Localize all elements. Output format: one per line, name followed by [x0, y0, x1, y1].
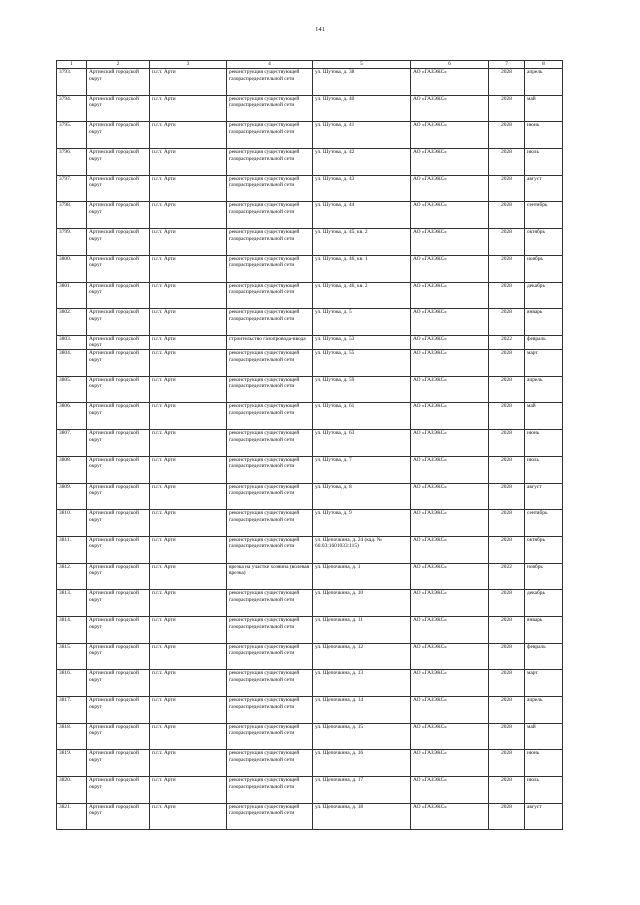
work-type-cell: реконструкция существующей газораспределительной сети: [227, 69, 313, 96]
month-cell: январь: [525, 616, 563, 643]
month-cell: сентябрь: [525, 202, 563, 229]
settlement-cell: п.г.т. Арти: [150, 350, 227, 377]
year-cell: 2028: [489, 616, 525, 643]
work-type-cell: реконструкция существующей газораспределительной сети: [227, 456, 313, 483]
work-type-cell: реконструкция существующей газораспределительной сети: [227, 697, 313, 724]
settlement-cell: п.г.т. Арти: [150, 376, 227, 403]
work-type-cell: строительство газопровода-ввода: [227, 335, 313, 349]
year-cell: 2028: [489, 456, 525, 483]
year-cell: 2028: [489, 309, 525, 336]
row-number-cell: 3802.: [57, 309, 87, 336]
address-cell: ул. Щепочкина, д. 10: [313, 590, 411, 617]
row-number-cell: 3795.: [57, 122, 87, 149]
year-cell: 2028: [489, 750, 525, 777]
work-type-cell: реконструкция существующей газораспределительной сети: [227, 350, 313, 377]
table-row: [57, 456, 563, 483]
row-number-cell: 3798.: [57, 202, 87, 229]
organization-cell: АО «ГАЗЭКС»: [411, 616, 489, 643]
row-number-cell: 3800.: [57, 255, 87, 282]
settlement-cell: п.г.т. Арти: [150, 510, 227, 537]
table-row: [57, 122, 563, 149]
district-cell: Артинский городской округ: [87, 282, 150, 309]
year-cell: 2028: [489, 202, 525, 229]
district-cell: Артинский городской округ: [87, 122, 150, 149]
table-row: [57, 350, 563, 377]
address-cell: ул. Шутова, д. 43: [313, 175, 411, 202]
work-type-cell: реконструкция существующей газораспределительной сети: [227, 670, 313, 697]
district-cell: Артинский городской округ: [87, 483, 150, 510]
year-cell: 2028: [489, 95, 525, 122]
row-number-cell: 3799.: [57, 229, 87, 256]
organization-cell: АО «ГАЗЭКС»: [411, 309, 489, 336]
organization-cell: АО «ГАЗЭКС»: [411, 590, 489, 617]
organization-cell: АО «ГАЗЭКС»: [411, 95, 489, 122]
column-header: 6: [411, 61, 489, 69]
work-type-cell: реконструкция существующей газораспределительной сети: [227, 255, 313, 282]
year-cell: 2028: [489, 69, 525, 96]
month-cell: ноябрь: [525, 563, 563, 590]
work-type-cell: реконструкция существующей газораспределительной сети: [227, 403, 313, 430]
organization-cell: АО «ГАЗЭКС»: [411, 803, 489, 830]
settlement-cell: п.г.т. Арти: [150, 122, 227, 149]
month-cell: март: [525, 350, 563, 377]
address-cell: ул. Шутова, д. 45, кв. 2: [313, 229, 411, 256]
row-number-cell: 3810.: [57, 510, 87, 537]
district-cell: Артинский городской округ: [87, 202, 150, 229]
settlement-cell: п.г.т. Арти: [150, 536, 227, 563]
organization-cell: АО «ГАЗЭКС»: [411, 69, 489, 96]
year-cell: 2028: [489, 350, 525, 377]
month-cell: июль: [525, 777, 563, 804]
settlement-cell: п.г.т. Арти: [150, 697, 227, 724]
address-cell: ул. Шутова, д. 8: [313, 483, 411, 510]
table-row: [57, 69, 563, 96]
month-cell: февраль: [525, 643, 563, 670]
year-cell: 2028: [489, 777, 525, 804]
year-cell: 2028: [489, 122, 525, 149]
table-row: [57, 255, 563, 282]
district-cell: Артинский городской округ: [87, 229, 150, 256]
row-number-cell: 3819.: [57, 750, 87, 777]
address-cell: ул. Шутова, д. 41: [313, 122, 411, 149]
organization-cell: АО «ГАЗЭКС»: [411, 430, 489, 457]
table-row: [57, 670, 563, 697]
work-type-cell: реконструкция существующей газораспределительной сети: [227, 309, 313, 336]
district-cell: Артинский городской округ: [87, 750, 150, 777]
address-cell: ул. Шутова, д. 61: [313, 403, 411, 430]
table-row: [57, 403, 563, 430]
month-cell: август: [525, 175, 563, 202]
address-cell: ул. Шутова, д. 46, кв. 2: [313, 282, 411, 309]
organization-cell: АО «ГАЗЭКС»: [411, 122, 489, 149]
address-cell: ул. Щепочкина, д. 12: [313, 643, 411, 670]
district-cell: Артинский городской округ: [87, 616, 150, 643]
organization-cell: АО «ГАЗЭКС»: [411, 750, 489, 777]
row-number-cell: 3796.: [57, 149, 87, 176]
district-cell: Артинский городской округ: [87, 563, 150, 590]
month-cell: февраль: [525, 335, 563, 349]
column-header: 1: [57, 61, 87, 69]
settlement-cell: п.г.т. Арти: [150, 255, 227, 282]
year-cell: 2028: [489, 403, 525, 430]
row-number-cell: 3821.: [57, 803, 87, 830]
row-number-cell: 3814.: [57, 616, 87, 643]
schedule-table: [56, 60, 563, 830]
work-type-cell: реконструкция существующей газораспределительной сети: [227, 229, 313, 256]
organization-cell: АО «ГАЗЭКС»: [411, 282, 489, 309]
address-cell: ул. Шутова, д. 46, кв. 1: [313, 255, 411, 282]
organization-cell: АО «ГАЗЭКС»: [411, 202, 489, 229]
year-cell: 2028: [489, 697, 525, 724]
row-number-cell: 3803.: [57, 335, 87, 349]
row-number-cell: 3794.: [57, 95, 87, 122]
work-type-cell: реконструкция существующей газораспределительной сети: [227, 590, 313, 617]
month-cell: апрель: [525, 69, 563, 96]
organization-cell: АО «ГАЗЭКС»: [411, 456, 489, 483]
settlement-cell: п.г.т. Арти: [150, 229, 227, 256]
year-cell: 2028: [489, 376, 525, 403]
district-cell: Артинский городской округ: [87, 510, 150, 537]
district-cell: Артинский городской округ: [87, 175, 150, 202]
year-cell: 2028: [489, 149, 525, 176]
row-number-cell: 3809.: [57, 483, 87, 510]
settlement-cell: п.г.т. Арти: [150, 175, 227, 202]
organization-cell: АО «ГАЗЭКС»: [411, 255, 489, 282]
month-cell: ноябрь: [525, 255, 563, 282]
table-row: [57, 149, 563, 176]
work-type-cell: реконструкция существующей газораспределительной сети: [227, 149, 313, 176]
address-cell: ул. Шутова, д. 53: [313, 335, 411, 349]
year-cell: 2028: [489, 175, 525, 202]
district-cell: Артинский городской округ: [87, 777, 150, 804]
district-cell: Артинский городской округ: [87, 376, 150, 403]
district-cell: Артинский городской округ: [87, 350, 150, 377]
table-row: [57, 483, 563, 510]
organization-cell: АО «ГАЗЭКС»: [411, 229, 489, 256]
settlement-cell: п.г.т. Арти: [150, 430, 227, 457]
address-cell: ул. Щепочкина, д. 13: [313, 670, 411, 697]
work-type-cell: реконструкция существующей газораспределительной сети: [227, 803, 313, 830]
table-row: [57, 229, 563, 256]
table-row: [57, 616, 563, 643]
district-cell: Артинский городской округ: [87, 803, 150, 830]
month-cell: июнь: [525, 122, 563, 149]
address-cell: ул. Шутова, д. 9: [313, 510, 411, 537]
year-cell: 2028: [489, 282, 525, 309]
district-cell: Артинский городской округ: [87, 403, 150, 430]
row-number-cell: 3793.: [57, 69, 87, 96]
settlement-cell: п.г.т. Арти: [150, 563, 227, 590]
work-type-cell: реконструкция существующей газораспределительной сети: [227, 122, 313, 149]
table-row: [57, 643, 563, 670]
settlement-cell: п.г.т. Арти: [150, 616, 227, 643]
settlement-cell: п.г.т. Арти: [150, 202, 227, 229]
table-row: [57, 95, 563, 122]
address-cell: ул. Шутова, д. 7: [313, 456, 411, 483]
table-row: [57, 750, 563, 777]
year-cell: 2028: [489, 670, 525, 697]
header-row: [57, 61, 563, 69]
column-header: 5: [313, 61, 411, 69]
work-type-cell: реконструкция существующей газораспределительной сети: [227, 777, 313, 804]
row-number-cell: 3816.: [57, 670, 87, 697]
address-cell: ул. Шутова, д. 5: [313, 309, 411, 336]
year-cell: 2028: [489, 255, 525, 282]
work-type-cell: врезка на участке хозяина (волевая врезка): [227, 563, 313, 590]
month-cell: май: [525, 95, 563, 122]
month-cell: декабрь: [525, 282, 563, 309]
address-cell: ул. Щепочкина, д. 18: [313, 803, 411, 830]
settlement-cell: п.г.т. Арти: [150, 483, 227, 510]
address-cell: ул. Щепочкина, д. 24 (кад. № 66:03:1601033:115): [313, 536, 411, 563]
year-cell: 2028: [489, 483, 525, 510]
district-cell: Артинский городской округ: [87, 430, 150, 457]
table-row: [57, 563, 563, 590]
column-header: 3: [150, 61, 227, 69]
address-cell: ул. Шутова, д. 59: [313, 376, 411, 403]
row-number-cell: 3808.: [57, 456, 87, 483]
column-header: 7: [489, 61, 525, 69]
month-cell: апрель: [525, 697, 563, 724]
year-cell: 2028: [489, 229, 525, 256]
table-row: [57, 376, 563, 403]
month-cell: август: [525, 483, 563, 510]
month-cell: октябрь: [525, 536, 563, 563]
settlement-cell: п.г.т. Арти: [150, 803, 227, 830]
district-cell: Артинский городской округ: [87, 697, 150, 724]
organization-cell: АО «ГАЗЭКС»: [411, 376, 489, 403]
year-cell: 2028: [489, 510, 525, 537]
settlement-cell: п.г.т. Арти: [150, 403, 227, 430]
table-row: [57, 175, 563, 202]
district-cell: Артинский городской округ: [87, 255, 150, 282]
district-cell: Артинский городской округ: [87, 456, 150, 483]
month-cell: сентябрь: [525, 510, 563, 537]
row-number-cell: 3801.: [57, 282, 87, 309]
work-type-cell: реконструкция существующей газораспределительной сети: [227, 483, 313, 510]
address-cell: ул. Шутова, д. 55: [313, 350, 411, 377]
work-type-cell: реконструкция существующей газораспределительной сети: [227, 536, 313, 563]
work-type-cell: реконструкция существующей газораспределительной сети: [227, 616, 313, 643]
organization-cell: АО «ГАЗЭКС»: [411, 483, 489, 510]
settlement-cell: п.г.т. Арти: [150, 456, 227, 483]
address-cell: ул. Шутова, д. 63: [313, 430, 411, 457]
district-cell: Артинский городской округ: [87, 95, 150, 122]
work-type-cell: реконструкция существующей газораспределительной сети: [227, 430, 313, 457]
month-cell: май: [525, 403, 563, 430]
settlement-cell: п.г.т. Арти: [150, 590, 227, 617]
year-cell: 2028: [489, 643, 525, 670]
column-header: 2: [87, 61, 150, 69]
work-type-cell: реконструкция существующей газораспределительной сети: [227, 376, 313, 403]
settlement-cell: п.г.т. Арти: [150, 643, 227, 670]
row-number-cell: 3812.: [57, 563, 87, 590]
year-cell: 2022: [489, 563, 525, 590]
address-cell: ул. Щепочкина, д. 1: [313, 563, 411, 590]
row-number-cell: 3807.: [57, 430, 87, 457]
settlement-cell: п.г.т. Арти: [150, 95, 227, 122]
month-cell: июнь: [525, 750, 563, 777]
month-cell: июль: [525, 456, 563, 483]
district-cell: Артинский городской округ: [87, 69, 150, 96]
district-cell: Артинский городской округ: [87, 309, 150, 336]
settlement-cell: п.г.т. Арти: [150, 777, 227, 804]
address-cell: ул. Щепочкина, д. 16: [313, 750, 411, 777]
month-cell: июнь: [525, 430, 563, 457]
work-type-cell: реконструкция существующей газораспределительной сети: [227, 95, 313, 122]
year-cell: 2028: [489, 590, 525, 617]
table-row: [57, 335, 563, 349]
row-number-cell: 3797.: [57, 175, 87, 202]
district-cell: Артинский городской округ: [87, 670, 150, 697]
work-type-cell: реконструкция существующей газораспределительной сети: [227, 510, 313, 537]
month-cell: март: [525, 670, 563, 697]
organization-cell: АО «ГАЗЭКС»: [411, 149, 489, 176]
table-row: [57, 430, 563, 457]
table-row: [57, 202, 563, 229]
organization-cell: АО «ГАЗЭКС»: [411, 670, 489, 697]
address-cell: ул. Щепочкина, д. 15: [313, 723, 411, 750]
work-type-cell: реконструкция существующей газораспределительной сети: [227, 282, 313, 309]
table-row: [57, 590, 563, 617]
table-row: [57, 803, 563, 830]
district-cell: Артинский городской округ: [87, 723, 150, 750]
column-header: 8: [525, 61, 563, 69]
column-header: 4: [227, 61, 313, 69]
organization-cell: АО «ГАЗЭКС»: [411, 643, 489, 670]
settlement-cell: п.г.т. Арти: [150, 723, 227, 750]
settlement-cell: п.г.т. Арти: [150, 309, 227, 336]
district-cell: Артинский городской округ: [87, 643, 150, 670]
row-number-cell: 3817.: [57, 697, 87, 724]
table-row: [57, 309, 563, 336]
work-type-cell: реконструкция существующей газораспределительной сети: [227, 723, 313, 750]
district-cell: Артинский городской округ: [87, 335, 150, 349]
row-number-cell: 3805.: [57, 376, 87, 403]
organization-cell: АО «ГАЗЭКС»: [411, 697, 489, 724]
table-row: [57, 536, 563, 563]
row-number-cell: 3818.: [57, 723, 87, 750]
table-row: [57, 723, 563, 750]
year-cell: 2022: [489, 335, 525, 349]
month-cell: апрель: [525, 376, 563, 403]
page-number: 141: [315, 26, 325, 33]
row-number-cell: 3813.: [57, 590, 87, 617]
work-type-cell: реконструкция существующей газораспределительной сети: [227, 643, 313, 670]
table-row: [57, 777, 563, 804]
month-cell: январь: [525, 309, 563, 336]
month-cell: июль: [525, 149, 563, 176]
year-cell: 2028: [489, 430, 525, 457]
address-cell: ул. Щепочкина, д. 17: [313, 777, 411, 804]
year-cell: 2028: [489, 723, 525, 750]
address-cell: ул. Шутова, д. 44: [313, 202, 411, 229]
address-cell: ул. Шутова, д. 38: [313, 69, 411, 96]
district-cell: Артинский городской округ: [87, 590, 150, 617]
organization-cell: АО «ГАЗЭКС»: [411, 403, 489, 430]
organization-cell: АО «ГАЗЭКС»: [411, 350, 489, 377]
row-number-cell: 3820.: [57, 777, 87, 804]
organization-cell: АО «ГАЗЭКС»: [411, 777, 489, 804]
month-cell: август: [525, 803, 563, 830]
row-number-cell: 3815.: [57, 643, 87, 670]
settlement-cell: п.г.т. Арти: [150, 149, 227, 176]
organization-cell: АО «ГАЗЭКС»: [411, 510, 489, 537]
district-cell: Артинский городской округ: [87, 536, 150, 563]
address-cell: ул. Щепочкина, д. 11: [313, 616, 411, 643]
month-cell: декабрь: [525, 590, 563, 617]
address-cell: ул. Щепочкина, д. 14: [313, 697, 411, 724]
settlement-cell: п.г.т. Арти: [150, 670, 227, 697]
month-cell: октябрь: [525, 229, 563, 256]
table-row: [57, 282, 563, 309]
work-type-cell: реконструкция существующей газораспределительной сети: [227, 750, 313, 777]
settlement-cell: п.г.т. Арти: [150, 335, 227, 349]
organization-cell: АО «ГАЗЭКС»: [411, 175, 489, 202]
row-number-cell: 3806.: [57, 403, 87, 430]
table-row: [57, 510, 563, 537]
address-cell: ул. Шутова, д. 42: [313, 149, 411, 176]
year-cell: 2028: [489, 803, 525, 830]
district-cell: Артинский городской округ: [87, 149, 150, 176]
settlement-cell: п.г.т. Арти: [150, 282, 227, 309]
organization-cell: АО «ГАЗЭКС»: [411, 335, 489, 349]
work-type-cell: реконструкция существующей газораспределительной сети: [227, 202, 313, 229]
work-type-cell: реконструкция существующей газораспределительной сети: [227, 175, 313, 202]
year-cell: 2028: [489, 536, 525, 563]
table-row: [57, 697, 563, 724]
organization-cell: АО «ГАЗЭКС»: [411, 563, 489, 590]
address-cell: ул. Шутова, д. 40: [313, 95, 411, 122]
organization-cell: АО «ГАЗЭКС»: [411, 536, 489, 563]
month-cell: май: [525, 723, 563, 750]
row-number-cell: 3804.: [57, 350, 87, 377]
organization-cell: АО «ГАЗЭКС»: [411, 723, 489, 750]
settlement-cell: п.г.т. Арти: [150, 69, 227, 96]
row-number-cell: 3811.: [57, 536, 87, 563]
settlement-cell: п.г.т. Арти: [150, 750, 227, 777]
